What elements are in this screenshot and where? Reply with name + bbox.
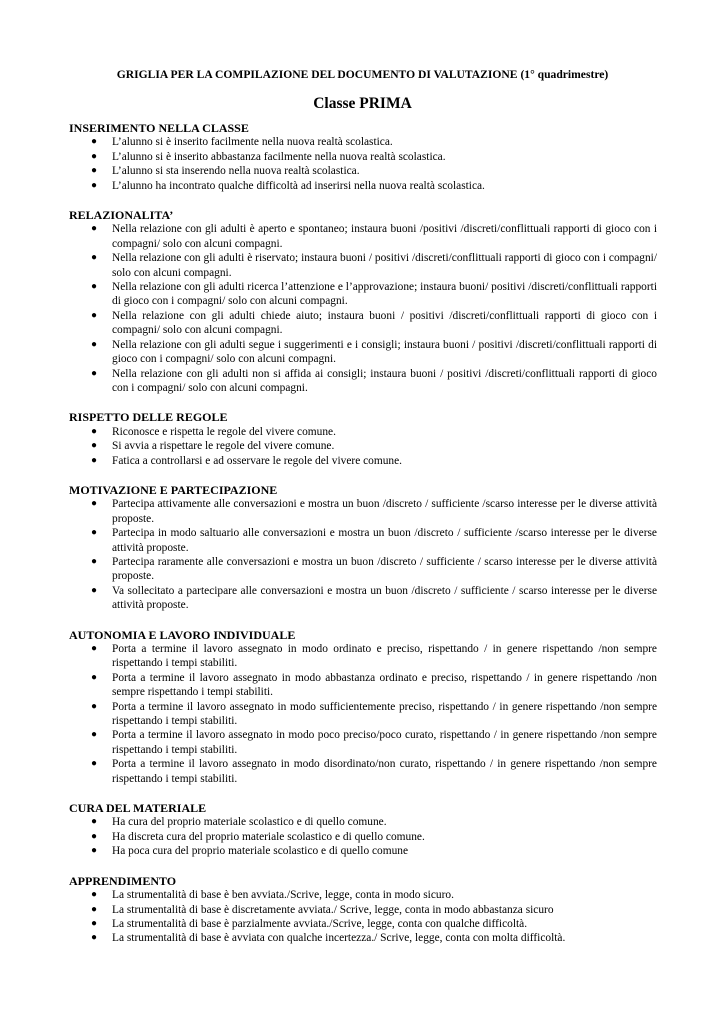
- bullet-icon: ●: [91, 729, 98, 741]
- bullet-icon: ●: [91, 555, 98, 567]
- list-item: [69, 931, 657, 945]
- list-item-text: Nella relazione con gli adulti è riservato; instaura buoni / positivi /discreti/conflittuali rapporti di gioco con i compagni/ solo con alcuni compagni.: [112, 252, 657, 279]
- bullet-icon: ●: [91, 643, 98, 654]
- list-item: [69, 497, 657, 526]
- section: [69, 121, 657, 193]
- list-item: [69, 917, 657, 931]
- list-item: [69, 150, 657, 164]
- list-item: [69, 164, 657, 178]
- list-item-text: Porta a termine il lavoro assegnato in modo disordinato/non curato, rispettando / in genere rispettando /non sempre rispettando i tempi stabiliti.: [112, 758, 657, 785]
- list-item-text: Si avvia a rispettare le regole del vivere comune.: [112, 440, 335, 453]
- bullet-icon: ●: [91, 700, 98, 712]
- bullet-icon: ●: [91, 903, 98, 915]
- section-heading: CURA DEL MATERIALE: [69, 801, 207, 816]
- bullet-icon: ●: [91, 584, 98, 596]
- bullet-icon: ●: [91, 671, 98, 683]
- bullet-list: [69, 815, 657, 858]
- list-item-text: La strumentalità di base è parzialmente avviata./Scrive, legge, conta con qualche difficoltà.: [112, 917, 528, 930]
- bullet-icon: ●: [91, 758, 98, 770]
- section: [69, 874, 657, 946]
- bullet-icon: ●: [91, 454, 98, 466]
- list-item: [69, 700, 657, 729]
- bullet-icon: ●: [91, 367, 98, 379]
- bullet-list: [69, 642, 657, 786]
- bullet-icon: ●: [91, 932, 98, 944]
- list-item-text: Nella relazione con gli adulti ricerca l’attenzione e l’approvazione; instaura buoni/ positivi /discreti/conflittuali rapporti di gioco con i compagni/ solo con alcuni compagni.: [112, 281, 657, 308]
- list-item: [69, 425, 657, 439]
- list-item: [69, 280, 657, 309]
- bullet-list: [69, 425, 657, 468]
- list-item: [69, 179, 657, 193]
- bullet-list: [69, 222, 657, 395]
- list-item: [69, 367, 657, 396]
- section-heading: MOTIVAZIONE E PARTECIPAZIONE: [69, 482, 278, 497]
- list-item-text: L’alunno ha incontrato qualche difficoltà ad inserirsi nella nuova realtà scolastica.: [112, 179, 485, 192]
- list-item-text: Porta a termine il lavoro assegnato in modo ordinato e preciso, rispettando / in genere rispettando /non sempre rispettando i tempi stabiliti.: [112, 643, 657, 670]
- bullet-icon: ●: [91, 816, 98, 828]
- bullet-icon: ●: [91, 150, 98, 162]
- bullet-icon: ●: [91, 527, 98, 539]
- document-title: GRIGLIA PER LA COMPILAZIONE DEL DOCUMENTO DI VALUTAZIONE (1° quadrimestre): [116, 68, 609, 81]
- section-heading: APPRENDIMENTO: [69, 873, 177, 888]
- section-heading: AUTONOMIA E LAVORO INDIVIDUALE: [69, 627, 296, 642]
- bullet-icon: ●: [91, 830, 98, 842]
- list-item-text: Ha poca cura del proprio materiale scolastico e di quello comune: [112, 845, 409, 858]
- bullet-list: [69, 497, 657, 612]
- list-item: [69, 888, 657, 902]
- bullet-icon: ●: [91, 223, 98, 235]
- list-item-text: La strumentalità di base è avviata con qualche incertezza./ Scrive, legge, conta con molta difficoltà.: [112, 932, 566, 945]
- list-item-text: Riconosce e rispetta le regole del vivere comune.: [112, 425, 336, 438]
- list-item-text: Nella relazione con gli adulti segue i suggerimenti e i consigli; instaura buoni / positivi /discreti/conflittuali rapporti di gioco con i compagni/ solo con alcuni compagni.: [112, 338, 657, 366]
- bullet-icon: ●: [91, 281, 98, 293]
- bullet-icon: ●: [91, 338, 98, 350]
- section: [69, 410, 657, 468]
- list-item: [69, 309, 657, 338]
- bullet-icon: ●: [91, 917, 98, 929]
- bullet-icon: ●: [91, 179, 98, 191]
- list-item-text: Ha discreta cura del proprio materiale scolastico e di quello comune.: [112, 830, 425, 843]
- bullet-icon: ●: [91, 309, 98, 321]
- list-item: [69, 671, 657, 700]
- bullet-icon: ●: [91, 425, 98, 437]
- list-item: [69, 815, 657, 829]
- section-heading: RELAZIONALITA’: [69, 208, 174, 223]
- list-item: [69, 757, 657, 786]
- section-heading: RISPETTO DELLE REGOLE: [69, 410, 228, 425]
- bullet-icon: ●: [91, 252, 98, 264]
- list-item: [69, 222, 657, 251]
- section: [69, 628, 657, 786]
- list-item: [69, 728, 657, 757]
- list-item-text: Partecipa raramente alle conversazioni e mostra un buon /discreto / sufficiente / scarso interesse per le diverse attività proposte.: [112, 555, 657, 583]
- list-item-text: L’alunno si è inserito abbastanza facilmente nella nuova realtà scolastica.: [112, 150, 446, 163]
- list-item-text: Porta a termine il lavoro assegnato in modo sufficientemente preciso, rispettando / in genere rispettando /non sempre rispettando i tempi stabiliti.: [112, 700, 657, 728]
- bullet-icon: ●: [91, 889, 98, 901]
- list-item-text: Ha cura del proprio materiale scolastico e di quello comune.: [112, 816, 387, 829]
- list-item-text: L’alunno si sta inserendo nella nuova realtà scolastica.: [112, 165, 360, 178]
- list-item: [69, 251, 657, 280]
- list-item-text: L’alunno si è inserito facilmente nella nuova realtà scolastica.: [112, 136, 393, 149]
- list-item-text: Nella relazione con gli adulti è aperto e spontaneo; instaura buoni /positivi /discreti/conflittuali rapporti di gioco con i compagni/ solo con alcuni compagni.: [112, 223, 657, 250]
- list-item-text: Nella relazione con gli adulti non si affida ai consigli; instaura buoni / positivi /discreti/conflittuali rapporti di gioco con i compagni/ solo con alcuni compagni.: [112, 367, 657, 394]
- list-item: [69, 584, 657, 613]
- list-item-text: Fatica a controllarsi e ad osservare le regole del vivere comune.: [112, 454, 403, 467]
- list-item: [69, 903, 657, 917]
- list-item-text: La strumentalità di base è ben avviata./Scrive, legge, conta in modo sicuro.: [112, 889, 454, 902]
- list-item: [69, 135, 657, 149]
- list-item: [69, 454, 657, 468]
- list-item: [69, 844, 657, 858]
- bullet-icon: ●: [91, 498, 98, 510]
- list-item-text: Nella relazione con gli adulti chiede aiuto; instaura buoni / positivi /discreti/conflittuali rapporti di gioco con i compagni/ solo con alcuni compagni.: [112, 309, 657, 337]
- list-item: [69, 338, 657, 367]
- list-item-text: Porta a termine il lavoro assegnato in modo poco preciso/poco curato, rispettando / in genere rispettando /non sempre rispettando i tempi stabiliti.: [112, 729, 657, 756]
- list-item-text: Va sollecitato a partecipare alle conversazioni e mostra un buon /discreto / sufficiente / scarso interesse per le diverse attività proposte.: [112, 584, 657, 612]
- list-item: [69, 830, 657, 844]
- bullet-icon: ●: [91, 440, 98, 452]
- list-item: [69, 526, 657, 555]
- section: [69, 208, 657, 395]
- section: [69, 801, 657, 859]
- bullet-list: [69, 888, 657, 946]
- list-item-text: Partecipa attivamente alle conversazioni e mostra un buon /discreto / sufficiente /scarso interesse per le diverse attività proposte.: [112, 498, 657, 525]
- list-item: [69, 439, 657, 453]
- list-item: [69, 555, 657, 584]
- section-heading: INSERIMENTO NELLA CLASSE: [69, 121, 249, 135]
- list-item-text: La strumentalità di base è discretamente avviata./ Scrive, legge, conta in modo abbastanza sicuro: [112, 903, 554, 916]
- list-item-text: Partecipa in modo saltuario alle conversazioni e mostra un buon /discreto / sufficiente /scarso interesse per le diverse attività proposte.: [112, 527, 657, 554]
- bullet-icon: ●: [91, 136, 98, 148]
- bullet-list: [69, 135, 657, 193]
- section: [69, 483, 657, 613]
- list-item-text: Porta a termine il lavoro assegnato in modo abbastanza ordinato e preciso, rispettando / in genere rispettando /non sempre rispettando i tempi stabiliti.: [112, 671, 657, 699]
- bullet-icon: ●: [91, 165, 98, 177]
- document-subtitle: Classe PRIMA: [313, 95, 412, 112]
- bullet-icon: ●: [91, 845, 98, 857]
- list-item: [69, 642, 657, 671]
- document-body: [69, 121, 657, 961]
